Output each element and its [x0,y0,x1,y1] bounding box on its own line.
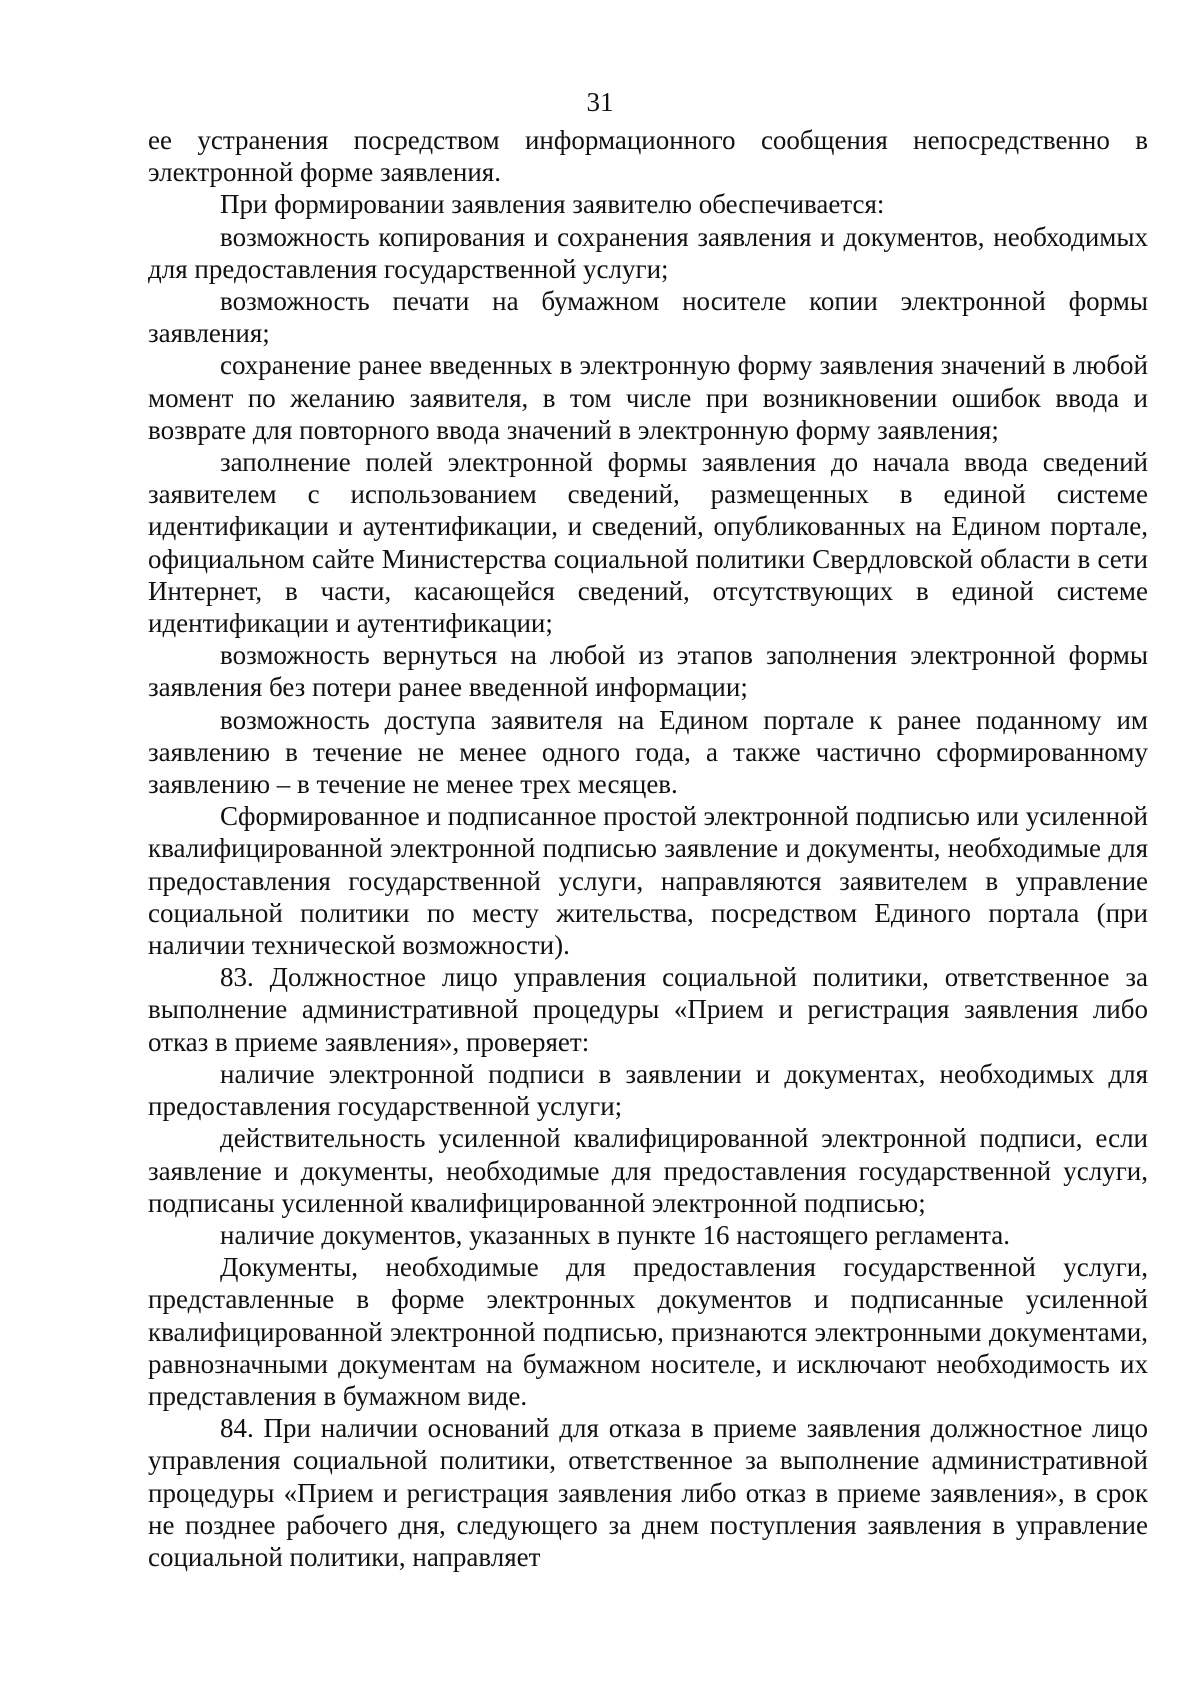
paragraph-item: возможность копирования и сохранения заявления и документов, необходимых для предоставления государственной услуги; [148,221,1148,284]
document-body [148,124,1148,1573]
paragraph-item: наличие документов, указанных в пункте 16 настоящего регламента. [220,1219,1010,1250]
paragraph-item: действительность усиленной квалифицированной электронной подписи, если заявление и документы, необходимые для предоставления государственной услуги, подписаны усиленной квалифицированной электронной подписью; [148,1123,1148,1218]
paragraph-continuation: ее устранения посредством информационного сообщения непосредственно в электронной форме заявления. [148,125,1148,188]
paragraph-item: возможность печати на бумажном носителе копии электронной формы заявления; [148,286,1148,349]
paragraph-item: заполнение полей электронной формы заявления до начала ввода сведений заявителем с использованием сведений, размещенных в единой системе идентификации и аутентификации, и сведений, опубликованных на Едином портале, официальном сайте Министерства социальной политики Свердловской области в сети Интернет, в части, касающейся сведений, отсутствующих в единой системе идентификации и аутентификации; [148,447,1148,639]
paragraph-item: возможность вернуться на любой из этапов заполнения электронной формы заявления без потери ранее введенной информации; [148,640,1148,703]
paragraph-intro: При формировании заявления заявителю обеспечивается: [220,189,885,220]
paragraph: Сформированное и подписанное простой электронной подписью или усиленной квалифицированной электронной подписью заявление и документы, необходимые для предоставления государственной услуги, направляются заявителем в управление социальной политики по месту жительства, посредством Единого портала (при наличии технической возможности). [148,801,1148,961]
paragraph-item: возможность доступа заявителя на Едином портале к ранее поданному им заявлению в течение не менее одного года, а также частично сформированному заявлению – в течение не менее трех месяцев. [148,704,1148,800]
page-number: 31 [586,87,614,117]
paragraph-item: сохранение ранее введенных в электронную форму заявления значений в любой момент по желанию заявителя, в том числе при возникновении ошибок ввода и возврате для повторного ввода значений в электронную форму заявления; [148,350,1148,445]
clause-83: 83. Должностное лицо управления социальной политики, ответственное за выполнение административной процедуры «Прием и регистрация заявления либо отказ в приеме заявления», проверяет: [148,962,1148,1057]
paragraph: Документы, необходимые для предоставления государственной услуги, представленные в форме электронных документов и подписанные усиленной квалифицированной электронной подписью, признаются электронными документами, равнозначными документам на бумажном носителе, и исключают необходимость их представления в бумажном виде. [148,1252,1148,1411]
paragraph-item: наличие электронной подписи в заявлении и документах, необходимых для предоставления государственной услуги; [148,1058,1148,1122]
clause-84: 84. При наличии оснований для отказа в приеме заявления должностное лицо управления социальной политики, ответственное за выполнение административной процедуры «Прием и регистрация заявления либо отказ в приеме заявления», в срок не позднее рабочего дня, следующего за днем поступления заявления в управление социальной политики, направляет [148,1413,1148,1572]
